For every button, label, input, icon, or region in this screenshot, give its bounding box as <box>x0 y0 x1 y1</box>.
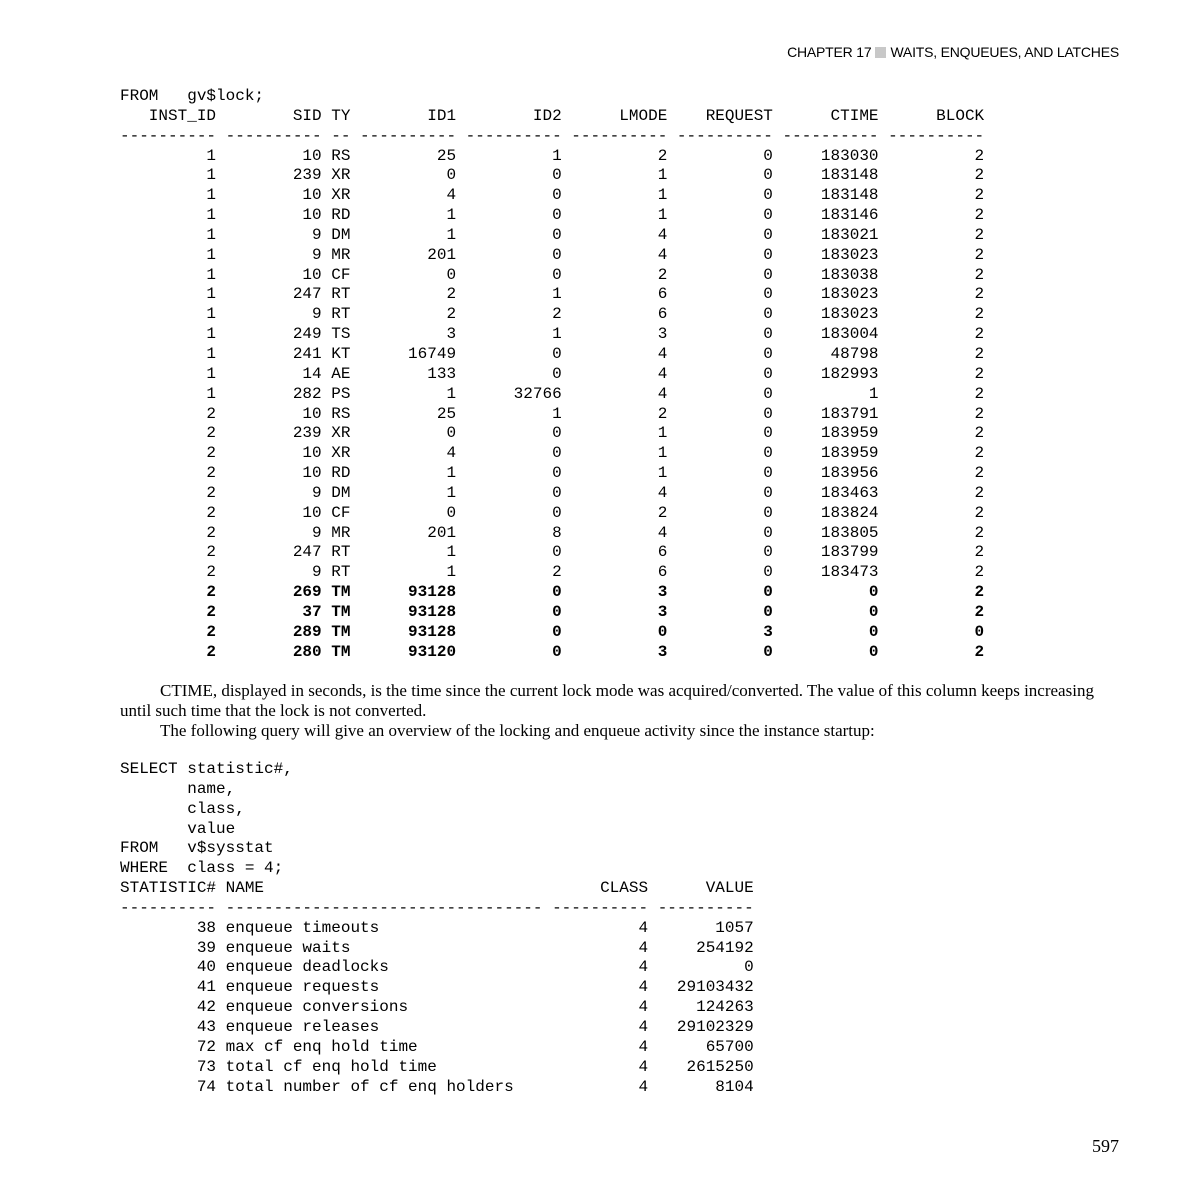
table-row: 39 enqueue waits 4 254192 <box>120 938 754 957</box>
table-row: 74 total number of cf enq holders 4 8104 <box>120 1077 754 1096</box>
table-row: 41 enqueue requests 4 29103432 <box>120 978 754 997</box>
table-row: 42 enqueue conversions 4 124263 <box>120 998 754 1017</box>
sql-line: SELECT statistic#, <box>120 760 293 778</box>
table-row: 1 10 CF 0 0 2 0 183038 2 <box>120 265 985 284</box>
sql-line: WHERE class = 4; <box>120 859 284 878</box>
table-row: 1 9 DM 1 0 4 0 183021 2 <box>120 225 985 244</box>
table-row: 43 enqueue releases 4 29102329 <box>120 1017 754 1036</box>
paragraph-ctime: CTIME, displayed in seconds, is the time since the current lock mode was acquired/converted. The value of this column keeps increasing until such time that the lock is not converted. <box>120 681 1094 720</box>
table-row: 2 269 TM 93128 0 3 0 0 2 <box>120 583 985 602</box>
sql-line: value <box>120 819 236 838</box>
chapter-label: CHAPTER 17 <box>787 44 872 60</box>
table-row: 72 max cf enq hold time 4 65700 <box>120 1037 754 1056</box>
table-row: 1 9 MR 201 0 4 0 183023 2 <box>120 245 985 264</box>
table-row: 1 14 AE 133 0 4 0 182993 2 <box>120 364 985 383</box>
table-row: 2 9 MR 201 8 4 0 183805 2 <box>120 523 985 542</box>
header-divider: ---------- ---------- -- ---------- ---------- ---------- ---------- ---------- ---------- <box>120 126 985 145</box>
chapter-title: WAITS, ENQUEUES, AND LATCHES <box>890 44 1119 60</box>
from-clause: FROM gv$lock; <box>120 87 265 105</box>
table-row: 1 239 XR 0 0 1 0 183148 2 <box>120 166 985 185</box>
table-row: 1 10 RS 25 1 2 0 183030 2 <box>120 146 985 165</box>
running-header <box>787 44 1119 60</box>
table-row: 2 10 CF 0 0 2 0 183824 2 <box>120 503 985 522</box>
paragraph-overview: The following query will give an overview of the locking and enqueue activity since the instance startup: <box>160 721 875 740</box>
sql-line: class, <box>120 799 245 818</box>
table-row: 2 9 RT 1 2 6 0 183473 2 <box>120 563 985 582</box>
sysstat-query-listing <box>120 760 754 1097</box>
table-row: 2 37 TM 93128 0 3 0 0 2 <box>120 602 985 621</box>
sql-line: FROM v$sysstat <box>120 839 274 858</box>
body-text <box>120 681 1100 741</box>
table-row: 2 9 DM 1 0 4 0 183463 2 <box>120 483 985 502</box>
page-number: 597 <box>1092 1136 1119 1156</box>
table-row: 1 247 RT 2 1 6 0 183023 2 <box>120 285 985 304</box>
column-header-row: INST_ID SID TY ID1 ID2 LMODE REQUEST CTIME BLOCK <box>120 106 985 125</box>
header-divider: ---------- --------------------------------- ---------- ---------- <box>120 898 754 917</box>
table-row: 2 247 RT 1 0 6 0 183799 2 <box>120 543 985 562</box>
table-row: 2 289 TM 93128 0 0 3 0 0 <box>120 622 985 641</box>
table-row: 1 10 XR 4 0 1 0 183148 2 <box>120 186 985 205</box>
table-row: 2 239 XR 0 0 1 0 183959 2 <box>120 424 985 443</box>
separator-square-icon <box>875 47 886 58</box>
table-row: 2 280 TM 93120 0 3 0 0 2 <box>120 642 985 661</box>
table-row: 1 282 PS 1 32766 4 0 1 2 <box>120 384 985 403</box>
table-row: 1 9 RT 2 2 6 0 183023 2 <box>120 305 985 324</box>
sql-line: name, <box>120 779 236 798</box>
table-row: 1 10 RD 1 0 1 0 183146 2 <box>120 206 985 225</box>
lock-query-listing <box>120 87 984 662</box>
table-row: 2 10 RS 25 1 2 0 183791 2 <box>120 404 985 423</box>
table-row: 73 total cf enq hold time 4 2615250 <box>120 1057 754 1076</box>
column-header-row: STATISTIC# NAME CLASS VALUE <box>120 879 754 898</box>
table-row: 1 241 KT 16749 0 4 0 48798 2 <box>120 344 985 363</box>
table-row: 2 10 XR 4 0 1 0 183959 2 <box>120 444 985 463</box>
table-row: 38 enqueue timeouts 4 1057 <box>120 918 754 937</box>
table-row: 1 249 TS 3 1 3 0 183004 2 <box>120 325 985 344</box>
table-row: 40 enqueue deadlocks 4 0 <box>120 958 754 977</box>
table-row: 2 10 RD 1 0 1 0 183956 2 <box>120 464 985 483</box>
